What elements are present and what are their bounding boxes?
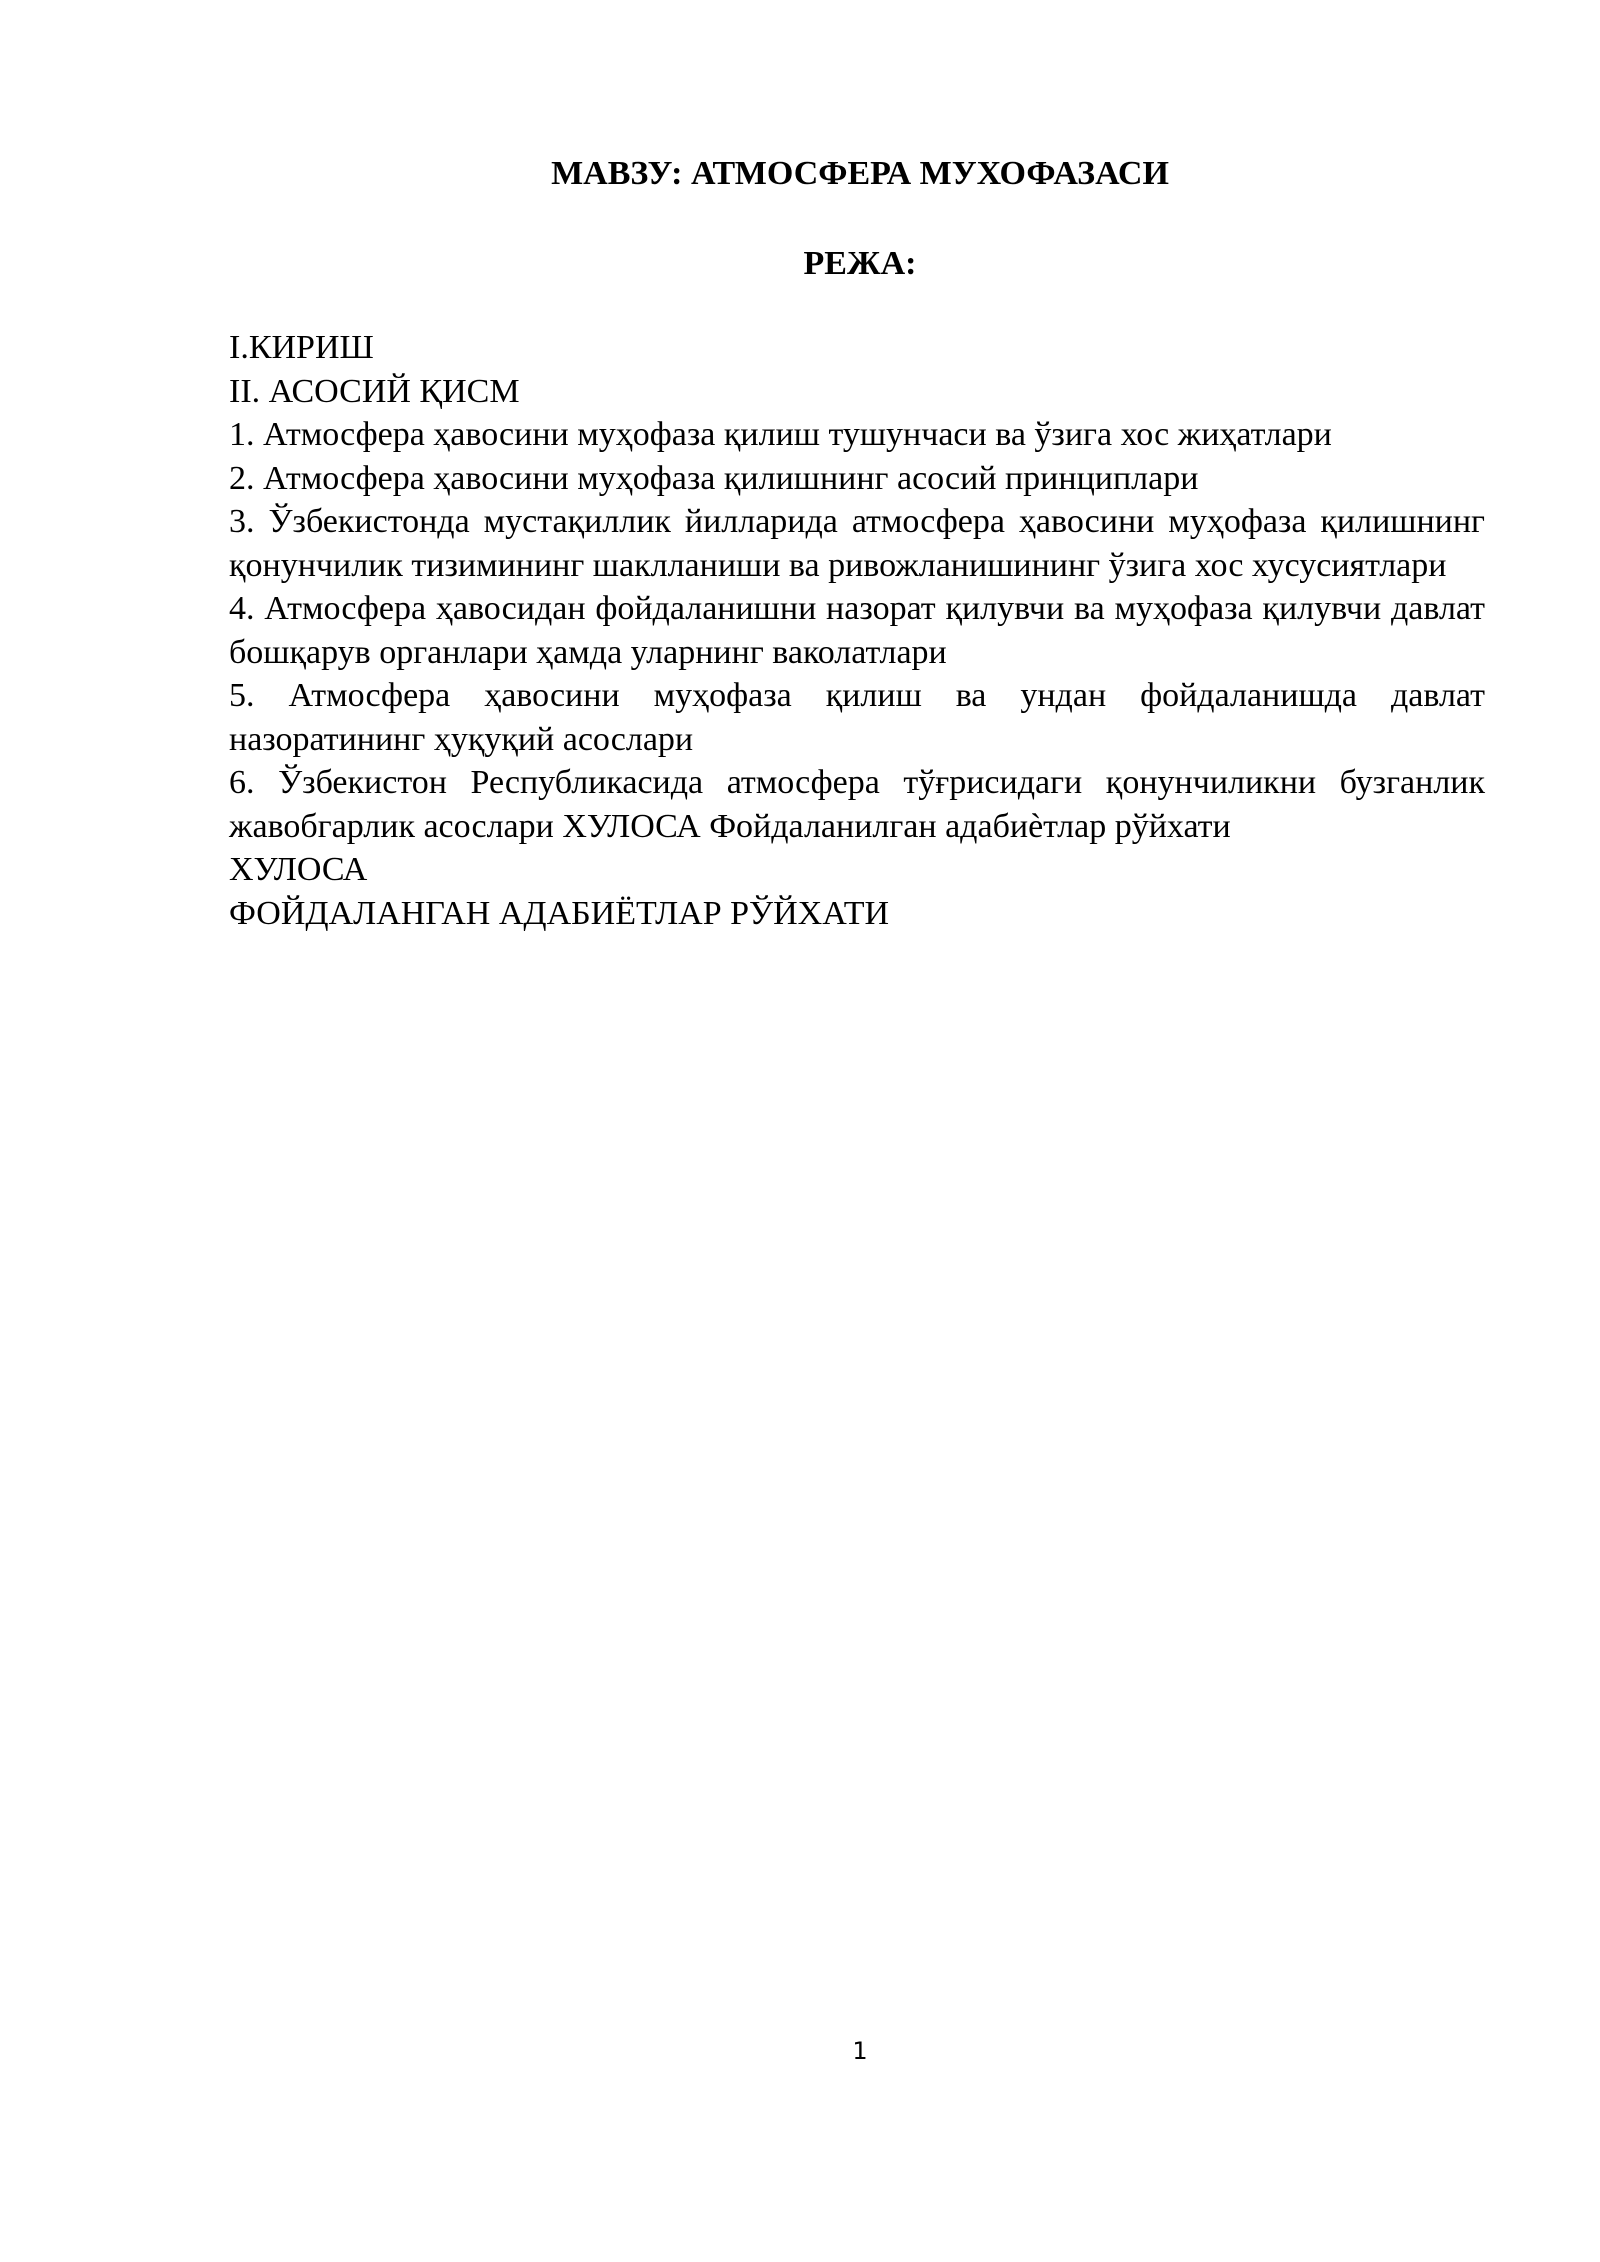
plan-list: [229, 326, 1485, 935]
plan-item-1: 1. Атмосфера ҳавосини муҳофаза қилиш тушунчаси ва ўзига хос жиҳатлари: [229, 416, 1332, 453]
plan-item-references: ФОЙДАЛАНГАН АДАБИЁТЛАР РЎЙХАТИ: [229, 894, 890, 932]
plan-item-2: 2. Атмосфера ҳавосини муҳофаза қилишнинг асосий принциплари: [229, 459, 1199, 497]
plan-heading: РЕЖА:: [803, 245, 917, 282]
plan-item-introduction: I.КИРИШ: [229, 329, 374, 366]
plan-item-5: 5. Атмосфера ҳавосини муҳофаза қилиш ва ундан фойдаланишда давлат назоратининг ҳуқуқий асослари: [229, 677, 1485, 758]
document-title: МАВЗУ: АТМОСФЕРА МУХОФАЗАСИ: [551, 155, 1169, 192]
page-number: 1: [852, 2037, 868, 2065]
plan-item-4: 4. Атмосфера ҳавосидан фойдаланишни назорат қилувчи ва муҳофаза қилувчи давлат бошқарув органлари ҳамда уларнинг ваколатлари: [229, 590, 1485, 671]
plan-item-main-part: II. АСОСИЙ ҚИСМ: [229, 372, 520, 410]
plan-item-6: 6. Ўзбекистон Республикасида атмосфера тўғрисидаги қонунчиликни бузганлик жавобгарлик асослари ХУЛОСА Фойдаланилган адабиѐтлар рўйхати: [229, 764, 1485, 845]
plan-item-3: 3. Ўзбекистонда мустақиллик йилларида атмосфера ҳавосини муҳофаза қилишнинг қонунчилик тизимининг шаклланиши ва ривожланишининг ўзига хос хусусиятлари: [229, 503, 1485, 584]
plan-item-conclusion: ХУЛОСА: [229, 851, 368, 888]
